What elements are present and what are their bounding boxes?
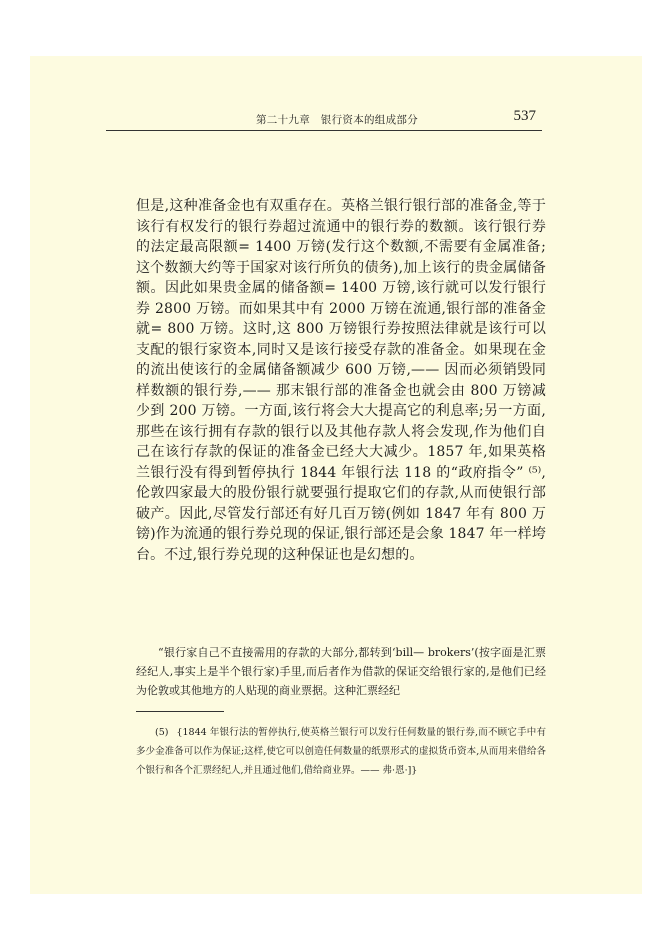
running-header: [106, 108, 542, 131]
footnote: [136, 723, 546, 780]
page-number: 537: [513, 108, 536, 124]
footnote-text: {1844 年银行法的暂停执行,使英格兰银行可以发行任何数量的银行券,而不顾它手中有多少金准备可以作为保证;这样,使它可以创造任何数量的纸票形式的虚拟货币资本,从而用来借给各个银行和各个汇票经纪人,并且通过他们,借给商业界。—— 弗·恩·]}: [136, 727, 546, 776]
chapter-title: 第二十九章 银行资本的组成部分: [256, 114, 418, 126]
quote-paragraph: “银行家自己不直接需用的存款的大部分,都转到‘bill— brokers’(按字面是汇票经纪人,事实上是半个银行家)手里,而后者作为借款的保证交给银行家的,是他们已经为伦敦或其他地方的人贴现的商业票据。这种汇票经纪: [136, 646, 546, 697]
main-paragraph: 但是,这种准备金也有双重存在。英格兰银行银行部的准备金,等于该行有权发行的银行券超过流通中的银行券的数额。该行银行券的法定最高限额= 1400 万镑(发行这个数额,不需要有金属准备;这个数额大约等于国家对该行所负的债务),加上该行的贵金属储备额。因此如果贵金属的储备额= 1400 万镑,该行就可以发行银行券 2800 万镑。而如果其中有 2000 万镑在流通,银行部的准备金就= 800 万镑。这时,这 800 万镑银行券按照法律就是该行可以支配的银行家资本,同时又是该行接受存款的准备金。如果现在金的流出使该行的金属储备额减少 600 万镑,—— 因而必须销毁同样数额的银行券,—— 那末银行部的准备金也就会由 800 万镑减少到 200 万镑。一方面,该行将会大大提高它的利息率;另一方面,那些在该行拥有存款的银行以及其他存款人将会发现,作为他们自己在该行存款的保证的准备金已经大大减少。1857 年,如果英格兰银行没有得到暂停执行 1844 年银行法 118 的“政府指令” ⁽⁵⁾,伦敦四家最大的股份银行就要强行提取它们的存款,从而使银行部破产。因此,尽管发行部还有好几百万镑(例如 1847 年有 800 万镑)作为流通的银行券兑现的保证,银行部还是会象 1847 年一样垮台。不过,银行券兑现的这种保证也是幻想的。: [136, 198, 546, 563]
footnote-divider: [136, 711, 224, 712]
footnote-marker: (5): [155, 727, 169, 738]
